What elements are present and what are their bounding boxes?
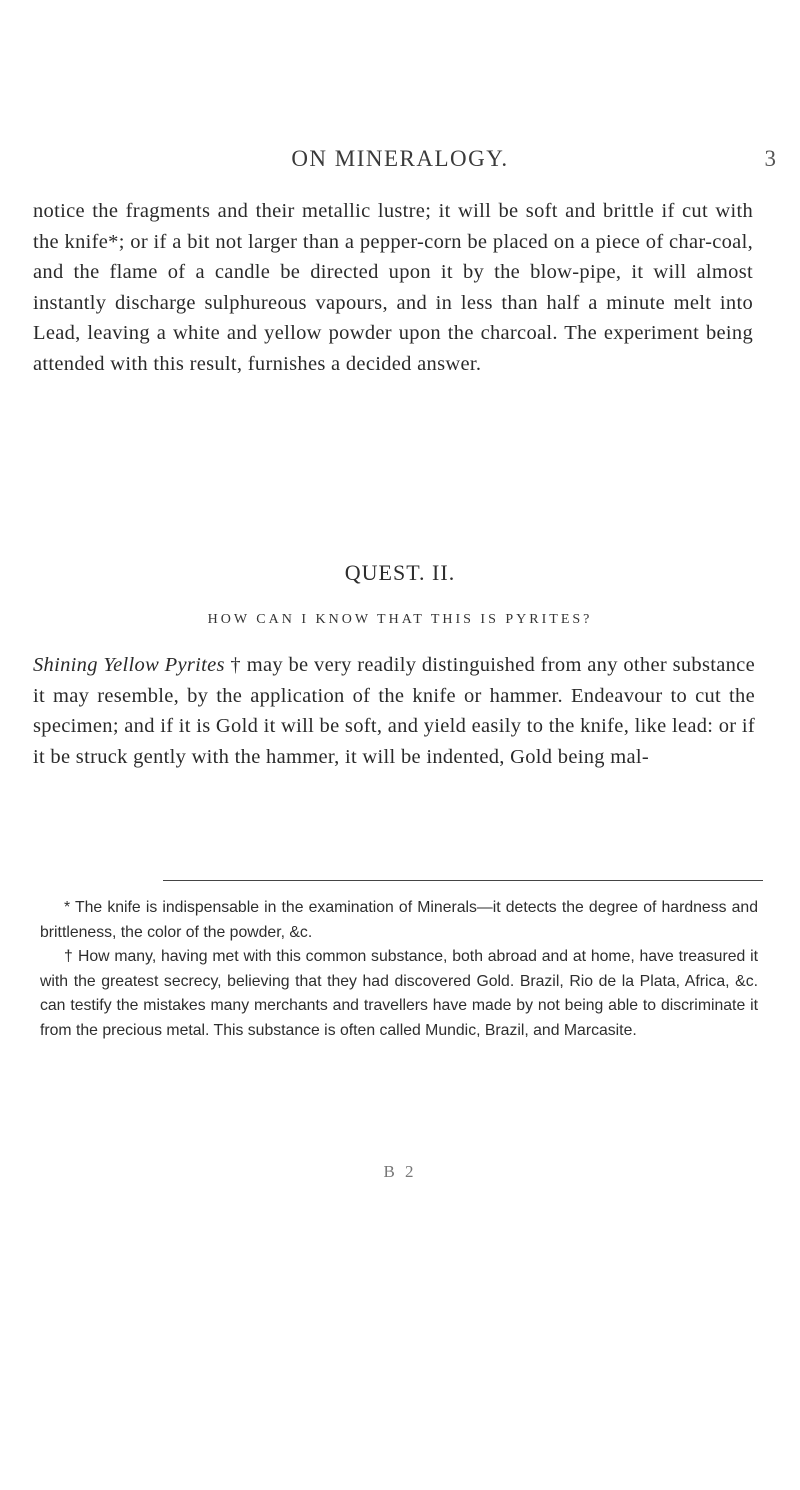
italic-lead: Shining Yellow Pyrites — [33, 654, 225, 676]
paragraph-2 — [33, 650, 755, 772]
section-question: HOW CAN I KNOW THAT THIS IS PYRITES? — [207, 612, 593, 627]
footnotes — [40, 896, 758, 1043]
footnote-mark: † — [230, 654, 242, 676]
paragraph-1: notice the fragments and their metallic lustre; it will be soft and brittle if cut with the knife*; or if a bit not larger than a pepper-corn be placed on a piece of char-coal, and the flame of a candle be directed upon it by the blow-pipe, it will almost instantly discharge sulphureous vapours, and in less than half a minute melt into Lead, leaving a white and yellow powder upon the charcoal. The experiment being attended with this result, furnishes a decided answer. — [33, 200, 753, 375]
signature-mark: B 2 — [383, 1162, 417, 1181]
footnote-1-text: The knife is indispensable in the examination of Minerals—it detects the degree of hardness and brittleness, the color of the powder, &c. — [40, 899, 758, 941]
section-heading: QUEST. II. — [344, 560, 456, 585]
paragraph-2-text: may be very readily distinguished from any other substance it may resemble, by the application of the knife or hammer. Endeavour to cut the specimen; and if it is Gold it will be soft, and yield easily to the knife, like lead: or if it be struck gently with the hammer, it will be indented, Gold being mal- — [33, 654, 755, 768]
footnote-2 — [40, 945, 758, 1043]
footnote-1 — [40, 896, 758, 945]
page-header — [0, 146, 800, 186]
footnote-divider — [163, 880, 763, 881]
running-head: ON MINERALOGY. — [291, 146, 509, 171]
footnote-2-mark: † — [64, 948, 74, 965]
footnote-1-mark: * — [64, 899, 71, 916]
page-number: 3 — [764, 146, 776, 171]
footnote-2-text: How many, having met with this common substance, both abroad and at home, have treasured it with the greatest secrecy, believing that they had discovered Gold. Brazil, Rio de la Plata, Africa, &c. can testify the mistakes many merchants and travellers have made by not being able to discriminate it from the precious metal. This substance is often called Mundic, Brazil, and Marcasite. — [40, 948, 758, 1039]
